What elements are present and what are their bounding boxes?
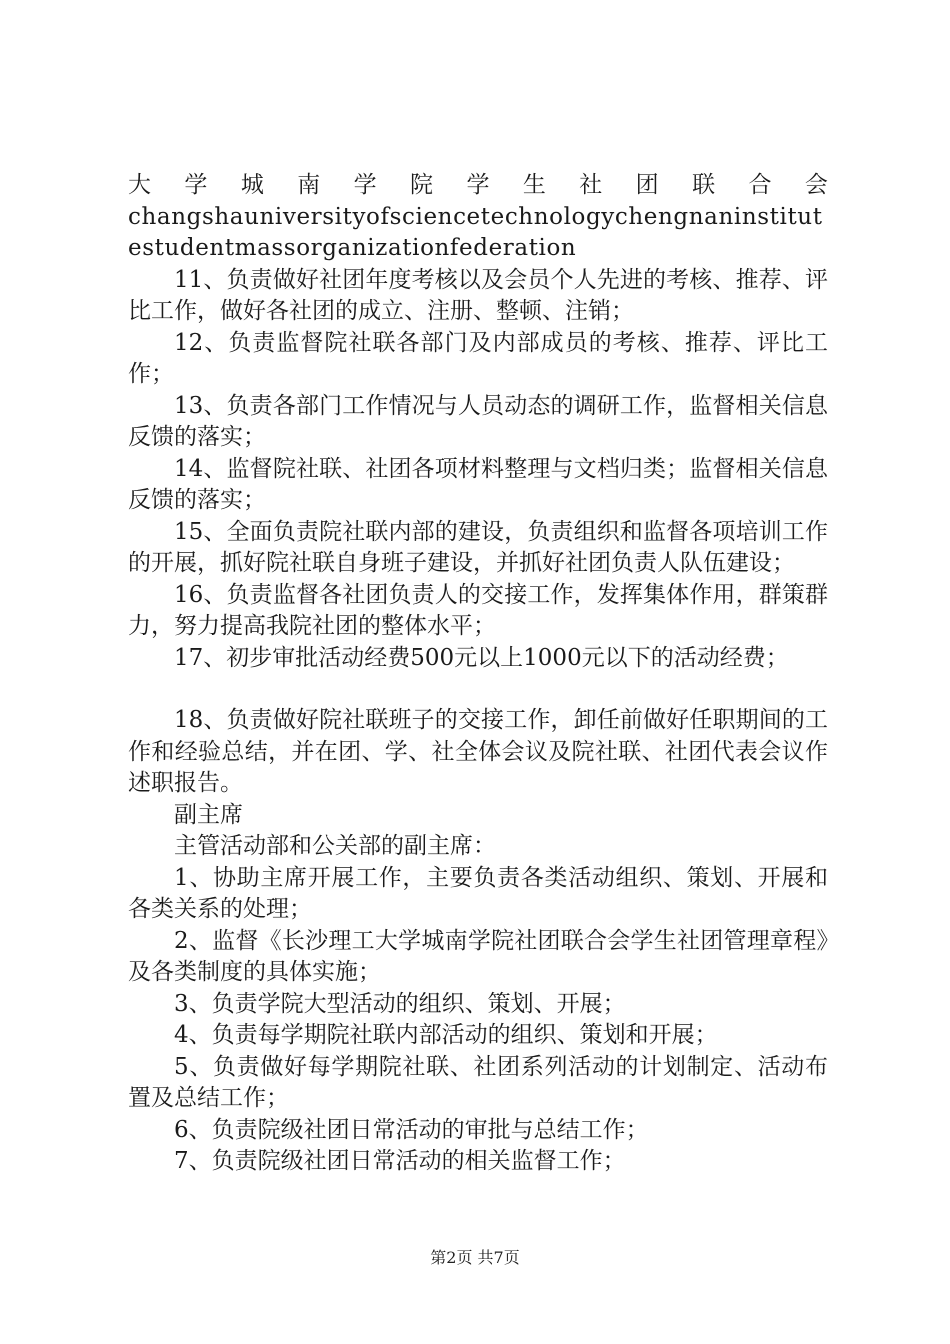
paragraph: 12、负责监督院社联各部门及内部成员的考核、推荐、评比工作； [128, 329, 828, 387]
paragraph: 5、负责做好每学期院社联、社团系列活动的计划制定、活动布置及总结工作； [128, 1053, 828, 1111]
title-char: 院 [410, 172, 434, 198]
paragraph: 15、全面负责院社联内部的建设，负责组织和监督各项培训工作的开展，抓好院社联自身班子建设，并抓好社团负责人队伍建设； [128, 518, 828, 576]
paragraph: 14、监督院社联、社团各项材料整理与文档归类；监督相关信息反馈的落实； [128, 455, 828, 513]
paragraph: 18、负责做好院社联班子的交接工作，卸任前做好任职期间的工作和经验总结，并在团、学、社全体会议及院社联、社团代表会议作述职报告。 [128, 707, 828, 796]
title-char: 城 [240, 172, 264, 198]
paragraph: 主管活动部和公关部的副主席： [174, 833, 496, 859]
paragraph: 17、初步审批活动经费500元以上1000元以下的活动经费； [174, 644, 789, 671]
paragraph: 6、负责院级社团日常活动的审批与总结工作； [174, 1116, 649, 1143]
title-char: 会 [804, 172, 828, 198]
title-char: 团 [635, 172, 659, 198]
document-body [128, 170, 828, 1178]
title-char: 学 [353, 172, 377, 198]
title-char: 大 [128, 172, 151, 198]
blank-line [128, 674, 828, 705]
paragraph: 7、负责院级社团日常活动的相关监督工作； [174, 1148, 626, 1174]
english-subtitle: changshauniversityofsciencetechnologychengnaninstitutestudentmassorganizationfederation [128, 203, 823, 261]
paragraph: 11、负责做好社团年度考核以及会员个人先进的考核、推荐、评比工作，做好各社团的成立、注册、整顿、注销； [128, 266, 828, 324]
section-heading: 副主席 [174, 801, 243, 828]
title-char: 联 [692, 172, 716, 198]
title-char: 生 [522, 172, 546, 198]
title-char: 学 [184, 172, 208, 198]
paragraph: 1、协助主席开展工作，主要负责各类活动组织、策划、开展和各类关系的处理； [128, 864, 828, 922]
paragraph: 16、负责监督各社团负责人的交接工作，发挥集体作用，群策群力，努力提高我院社团的整体水平； [128, 581, 828, 639]
paragraph: 2、监督《长沙理工大学城南学院社团联合会学生社团管理章程》及各类制度的具体实施； [128, 927, 828, 985]
title-line [128, 170, 828, 202]
title-char: 学 [466, 172, 490, 198]
title-char: 南 [297, 172, 321, 198]
paragraph: 4、负责每学期院社联内部活动的组织、策划和开展； [174, 1022, 718, 1048]
title-char: 社 [579, 172, 603, 198]
page-number: 第2页 共7页 [430, 1248, 520, 1267]
paragraph: 13、负责各部门工作情况与人员动态的调研工作，监督相关信息反馈的落实； [128, 392, 828, 450]
paragraph: 3、负责学院大型活动的组织、策划、开展； [174, 990, 626, 1017]
title-char: 合 [748, 172, 772, 198]
